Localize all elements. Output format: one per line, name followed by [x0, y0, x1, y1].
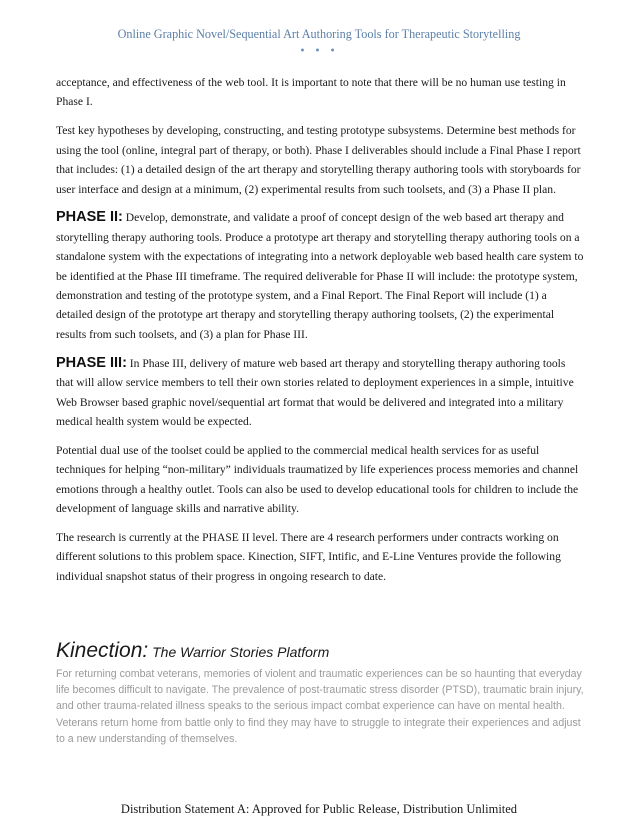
header-ornament: • • •	[299, 46, 339, 57]
distribution-statement: Distribution Statement A: Approved for Public Release, Distribution Unlimited	[120, 802, 518, 816]
paragraph-research-status: The research is currently at the PHASE II level. There are 4 research performers under contracts working on different solutions to this problem space. Kinection, SIFT, Intific, and E-Line Ventures provide the following individual snapshot status of their progress in ongoing research to date.	[56, 531, 561, 583]
phase-2-label: PHASE II:	[56, 209, 123, 226]
section-text: For returning combat veterans, memories of violent and traumatic experiences can be so haunting that everyday life becomes difficult to navigate. The prevalence of post-traumatic stress disorder (PTSD), traumatic brain injury, and other trauma-related illness speaks to the serious impact combat experience can have on mental health. Veterans return home from battle only to find they may have to struggle to integrate their experiences and adjust to a new understanding of themselves.	[56, 668, 584, 745]
phase-3-label: PHASE III:	[56, 354, 127, 371]
phase-2-text: Develop, demonstrate, and validate a proof of concept design of the web based art therapy and storytelling therapy authoring tools. Produce a prototype art therapy and storytelling therapy authoring tools on a standalone system with the expectations of integrating into a network deployable web based health care system to be identified at the Phase III timeframe. The required deliverable for Phase II will include: the prototype system, demonstration and testing of the prototype system, and a Final Report. The Final Report will include (1) a detailed design of the prototype art therapy and storytelling therapy authoring toolsets, (2) the experimental results from such toolsets, and (3) a plan for Phase III.	[56, 211, 584, 341]
phase-3-text: In Phase III, delivery of mature web based art therapy and storytelling therapy authoring tools that will allow service members to tell their own stories related to deployment experiences in a simple, intuitive Web Browser based graphic novel/sequential art format that would be delivered and integrated into a military medical health system would be expected.	[56, 356, 574, 428]
paragraph-dual-use: Potential dual use of the toolset could be applied to the commercial medical health services for as useful techniques for helping “non-military” individuals traumatized by life experiences process memories and channel emotions through a healthy outlet. Tools can also be used to develop educational tools for children to include the development of language skills and narrative ability.	[56, 443, 579, 516]
section-heading	[56, 639, 329, 663]
paragraph-testing: acceptance, and effectiveness of the web tool. It is important to note that there will be no human use testing in Phase I.	[56, 76, 566, 109]
section-name: Kinection:	[56, 639, 149, 662]
section-subtitle: The Warrior Stories Platform	[148, 644, 330, 660]
paragraph-phase-2	[56, 208, 584, 344]
paragraph-hypotheses: Test key hypotheses by developing, constructing, and testing prototype subsystems. Determine best methods for using the tool (online, integral part of therapy, or both). Phase I deliverables should include a Final Phase I report that includes: (1) a detailed design of the art therapy and storytelling therapy authoring tools with storyboards for user interface and design at a minimum, (2) experimental results from such toolsets, and (3) a Phase II plan.	[56, 124, 581, 196]
document-body	[56, 73, 584, 596]
running-header: Online Graphic Novel/Sequential Art Authoring Tools for Therapeutic Storytelling	[117, 27, 521, 41]
paragraph-phase-3	[56, 354, 584, 432]
